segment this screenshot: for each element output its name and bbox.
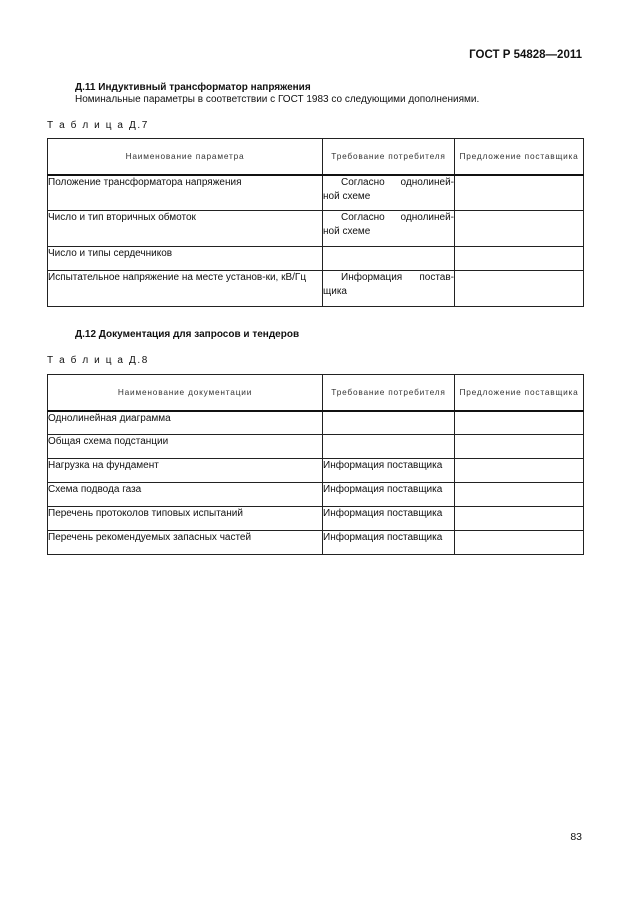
- table-d7-cell-requirement: Согласно однолиней-ной схеме: [323, 175, 455, 211]
- table-d8-cell-offer: [455, 483, 584, 507]
- table-d8-cell-requirement: Информация поставщика: [323, 483, 455, 507]
- table-d7-cell-requirement: Согласно однолиней-ной схеме: [323, 211, 455, 247]
- table-d8: [47, 374, 584, 555]
- table-d7-cell-param: Число и тип вторичных обмоток: [48, 211, 323, 247]
- table-d8-header-doc: Наименование документации: [48, 375, 323, 411]
- table-row: [48, 483, 584, 507]
- table-row: [48, 435, 584, 459]
- table-d7-cell-requirement: [323, 247, 455, 271]
- section-d11-title: Д.11 Индуктивный трансформатор напряжения: [75, 82, 311, 93]
- table-row: [48, 211, 584, 247]
- table-d7-header-requirement: Требование потребителя: [323, 139, 455, 175]
- table-d7-cell-param: Число и типы сердечников: [48, 247, 323, 271]
- table-d7-cell-offer: [455, 175, 584, 211]
- table-d8-cell-requirement: [323, 411, 455, 435]
- table-d8-cell-doc: Однолинейная диаграмма: [48, 411, 323, 435]
- table-d8-caption: Т а б л и ц а Д.8: [47, 355, 149, 366]
- table-row: [48, 247, 584, 271]
- table-d8-cell-offer: [455, 459, 584, 483]
- section-d11-text: Номинальные параметры в соответствии с ГОСТ 1983 со следующими дополнениями.: [75, 94, 480, 105]
- table-d8-cell-offer: [455, 531, 584, 555]
- table-d8-cell-doc: Схема подвода газа: [48, 483, 323, 507]
- table-d8-cell-offer: [455, 507, 584, 531]
- table-d8-cell-doc: Нагрузка на фундамент: [48, 459, 323, 483]
- standard-code: ГОСТ Р 54828—2011: [469, 49, 582, 61]
- table-d8-cell-doc: Общая схема подстанции: [48, 435, 323, 459]
- table-d8-cell-offer: [455, 435, 584, 459]
- table-d7-cell-param: Испытательное напряжение на месте установ-ки, кВ/Гц: [48, 271, 323, 307]
- table-d8-cell-requirement: Информация поставщика: [323, 459, 455, 483]
- table-d8-header-requirement: Требование потребителя: [323, 375, 455, 411]
- table-d7-cell-offer: [455, 247, 584, 271]
- table-row: [48, 175, 584, 211]
- table-d7-cell-param: Положение трансформатора напряжения: [48, 175, 323, 211]
- table-d8-cell-requirement: Информация поставщика: [323, 531, 455, 555]
- section-d12-title: Д.12 Документация для запросов и тендеров: [75, 329, 300, 340]
- table-d8-cell-requirement: Информация поставщика: [323, 507, 455, 531]
- table-row: [48, 507, 584, 531]
- table-d8-cell-doc: Перечень протоколов типовых испытаний: [48, 507, 323, 531]
- table-d7-header-param: Наименование параметра: [48, 139, 323, 175]
- table-row: [48, 459, 584, 483]
- table-d8-cell-offer: [455, 411, 584, 435]
- table-d8-header-offer: Предложение поставщика: [455, 375, 584, 411]
- table-d8-cell-doc: Перечень рекомендуемых запасных частей: [48, 531, 323, 555]
- table-row: [48, 411, 584, 435]
- table-d7-cell-offer: [455, 271, 584, 307]
- table-d7-cell-offer: [455, 211, 584, 247]
- table-d7-caption: Т а б л и ц а Д.7: [47, 120, 149, 131]
- table-row: [48, 271, 584, 307]
- table-d7-cell-requirement: Информация постав-щика: [323, 271, 455, 307]
- table-row: [48, 531, 584, 555]
- table-d7: [47, 138, 584, 307]
- table-d8-cell-requirement: [323, 435, 455, 459]
- table-d7-header-offer: Предложение поставщика: [455, 139, 584, 175]
- page-number: 83: [570, 831, 582, 843]
